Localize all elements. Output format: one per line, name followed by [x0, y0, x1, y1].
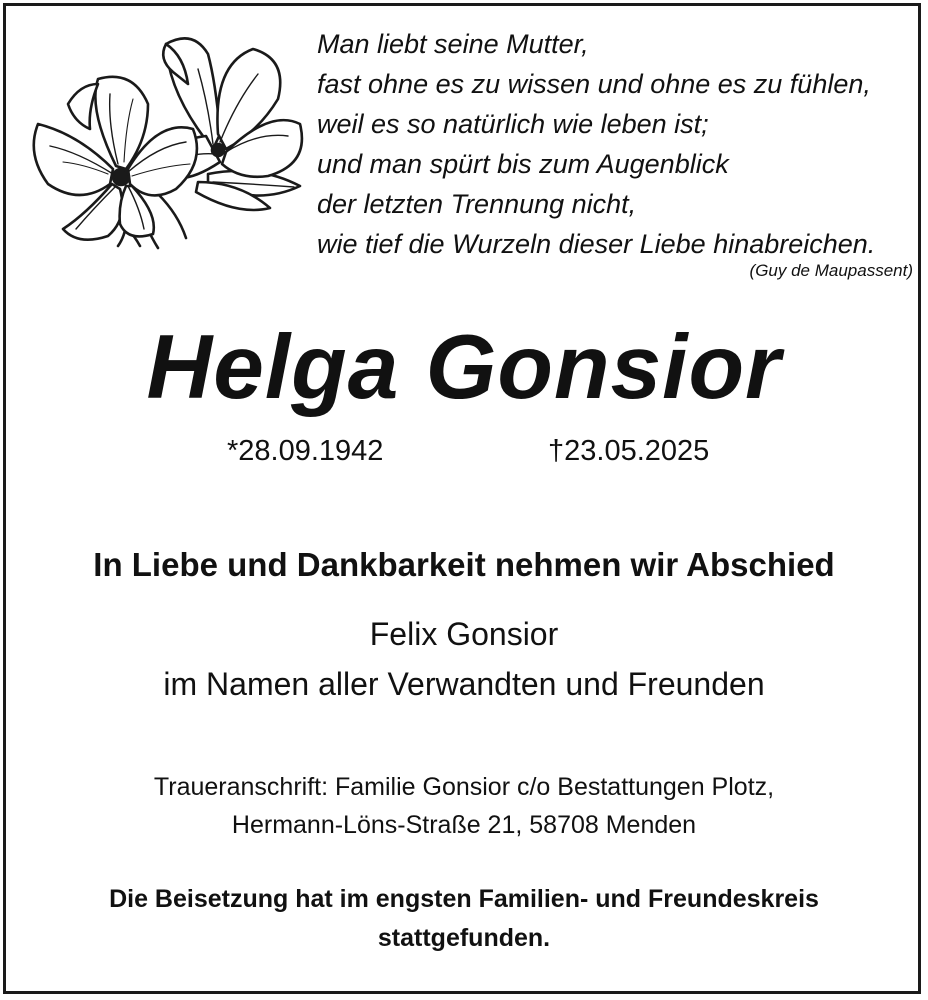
- mourner-name: Felix Gonsior: [369, 616, 559, 652]
- mourning-address-line: Traueranschrift: Familie Gonsior c/o Bestattungen Plotz,: [153, 773, 775, 801]
- death-date: †23.05.2025: [548, 435, 710, 467]
- burial-note-line: Die Beisetzung hat im engsten Familien- und Freundeskreis: [109, 885, 819, 913]
- poem-line: wie tief die Wurzeln dieser Liebe hinabreichen.: [317, 229, 876, 259]
- burial-note-line: stattgefunden.: [377, 924, 551, 952]
- poem-line: weil es so natürlich wie leben ist;: [317, 109, 709, 139]
- farewell-heading: In Liebe und Dankbarkeit nehmen wir Abschied: [93, 546, 835, 583]
- flower-illustration-icon: [8, 24, 308, 254]
- birth-date: *28.09.1942: [227, 435, 384, 467]
- poem: [317, 24, 917, 264]
- poem-line: der letzten Trennung nicht,: [317, 189, 637, 219]
- poem-attribution: (Guy de Maupassent): [749, 261, 913, 280]
- poem-line: Man liebt seine Mutter,: [317, 29, 589, 59]
- mourning-address-street: Hermann-Löns-Straße 21, 58708 Menden: [231, 811, 697, 839]
- mourner-line: im Namen aller Verwandten und Freunden: [163, 666, 765, 702]
- deceased-name: Helga Gonsior: [146, 317, 782, 418]
- poem-line: und man spürt bis zum Augenblick: [317, 149, 729, 179]
- poem-line: fast ohne es zu wissen und ohne es zu fühlen,: [317, 69, 871, 99]
